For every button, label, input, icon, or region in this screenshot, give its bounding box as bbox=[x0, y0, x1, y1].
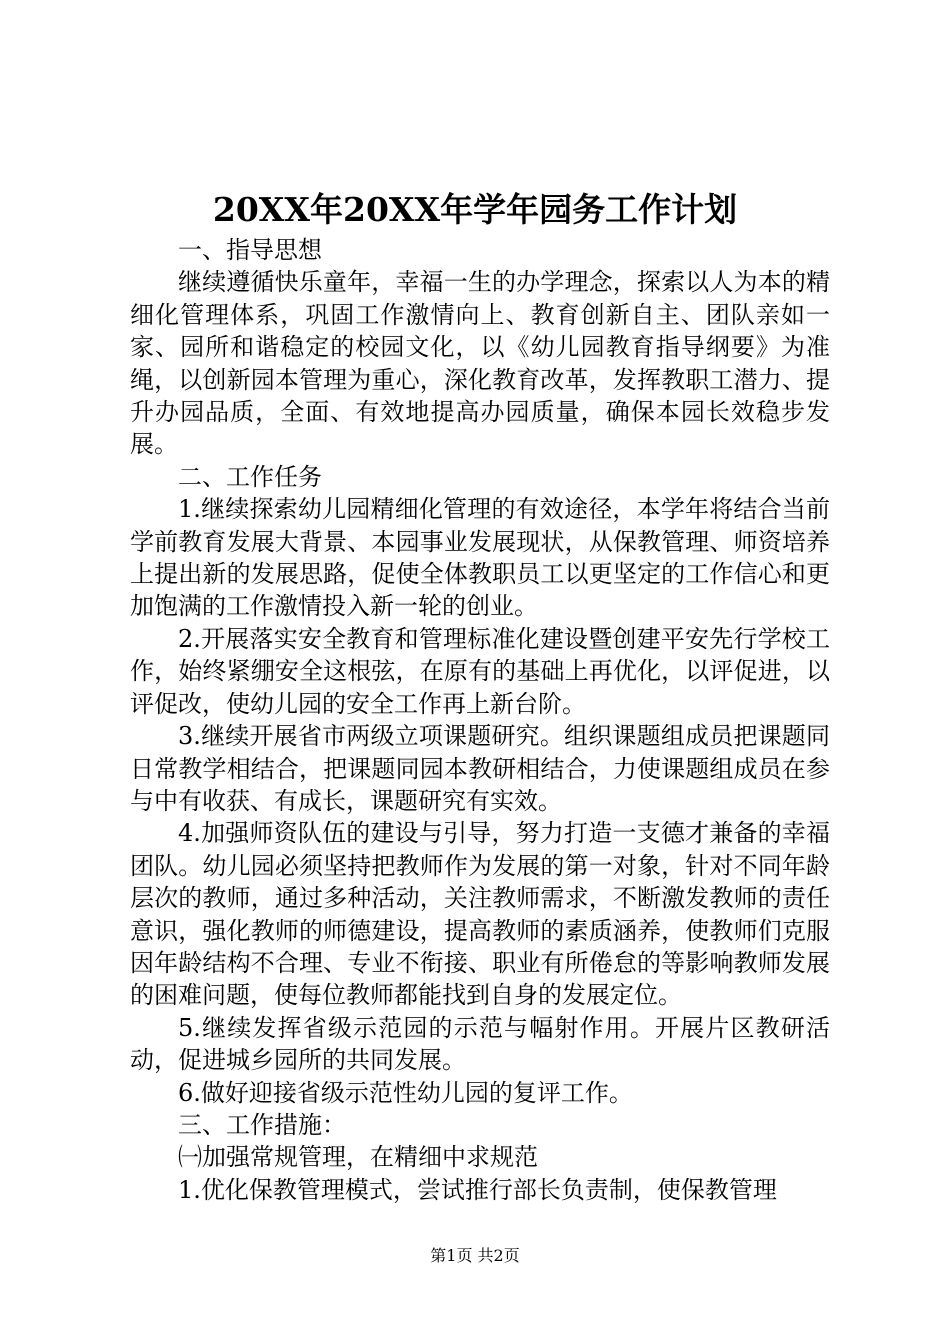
page-footer: 第1页 共2页 bbox=[430, 1246, 520, 1265]
measure-item-1: 1.优化保教管理模式，尝试推行部长负责制，使保教管理 bbox=[178, 1175, 777, 1204]
document-body bbox=[130, 234, 830, 1206]
section-heading-work-measures: 三、工作措施： bbox=[178, 1110, 346, 1139]
subsection-heading-routine-management: ㈠加强常规管理，在精细中求规范 bbox=[178, 1143, 538, 1172]
task-item-1: 1.继续探索幼儿园精细化管理的有效途径，本学年将结合当前学前教育发展大背景、本园事业发展现状，从保教管理、师资培养上提出新的发展思路，促使全体教职员工以更坚定的工作信心和更加饱满的工作激情投入新一轮的创业。 bbox=[130, 495, 830, 621]
document-title: 20XX年20XX年学年园务工作计划 bbox=[212, 190, 738, 229]
section-heading-work-tasks: 二、工作任务 bbox=[178, 462, 322, 491]
task-item-6: 6.做好迎接省级示范性幼儿园的复评工作。 bbox=[178, 1078, 633, 1107]
paragraph-guiding-ideology: 继续遵循快乐童年，幸福一生的办学理念，探索以人为本的精细化管理体系，巩固工作激情向上、教育创新自主、团队亲如一家、园所和谐稳定的校园文化，以《幼儿园教育指导纲要》为准绳，以创新园本管理为重心，深化教育改革，发挥教职工潜力、提升办园品质，全面、有效地提高办园质量，确保本园长效稳步发展。 bbox=[130, 268, 830, 459]
task-item-2: 2.开展落实安全教育和管理标准化建设暨创建平安先行学校工作，始终紧绷安全这根弦，在原有的基础上再优化，以评促进，以评促改，使幼儿园的安全工作再上新台阶。 bbox=[130, 624, 830, 718]
task-item-5: 5.继续发挥省级示范园的示范与幅射作用。开展片区教研活动，促进城乡园所的共同发展。 bbox=[130, 1013, 830, 1075]
task-item-4: 4.加强师资队伍的建设与引导，努力打造一支德才兼备的幸福团队。幼儿园必须坚持把教师作为发展的第一对象，针对不同年龄层次的教师，通过多种活动，关注教师需求，不断激发教师的责任意识，强化教师的师德建设，提高教师的素质涵养，使教师们克服因年龄结构不合理、专业不衔接、职业有所倦怠的等影响教师发展的困难问题，使每位教师都能找到自身的发展定位。 bbox=[130, 819, 830, 1010]
section-heading-guiding-ideology: 一、指导思想 bbox=[178, 236, 322, 264]
task-item-3: 3.继续开展省市两级立项课题研究。组织课题组成员把课题同日常教学相结合，把课题同园本教研相结合，力使课题组成员在参与中有收获、有成长，课题研究有实效。 bbox=[130, 722, 830, 815]
